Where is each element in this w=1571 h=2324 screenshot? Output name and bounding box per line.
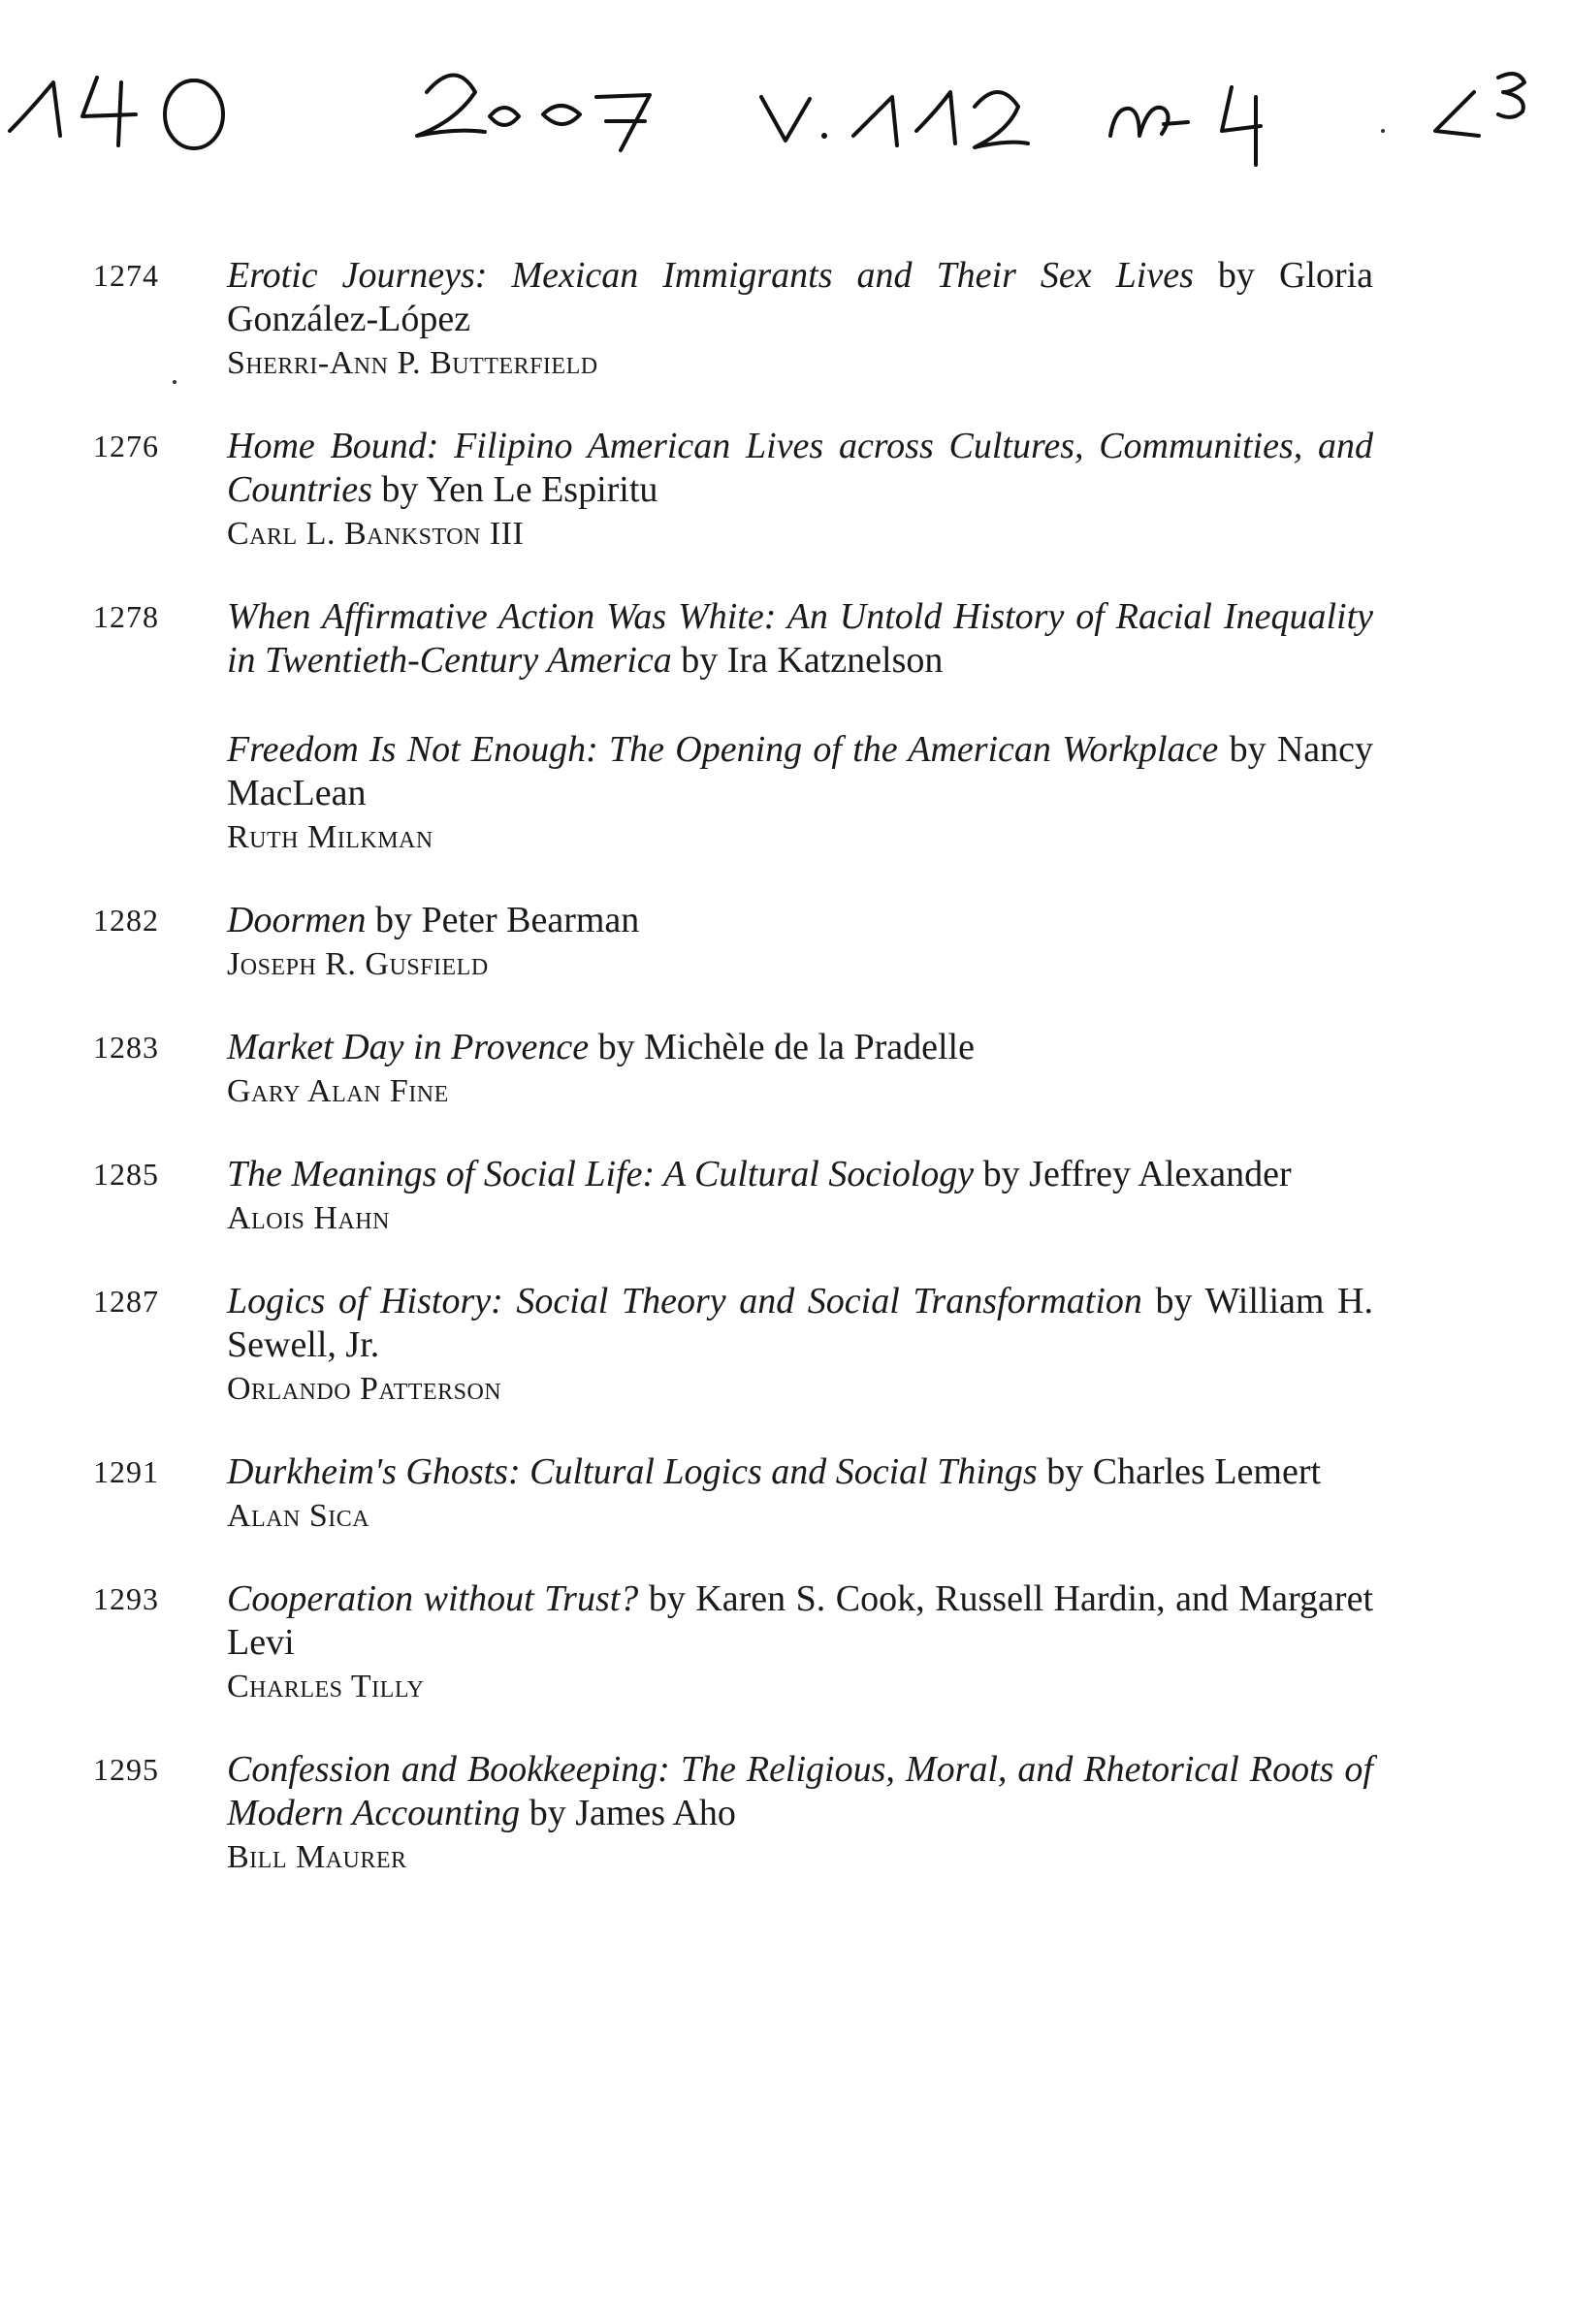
- book-citation: [227, 1280, 1373, 1367]
- review-entry: [93, 1577, 1373, 1708]
- book-citation: [227, 595, 1373, 683]
- entry-body: [227, 1280, 1373, 1411]
- handwritten-header-drawing: [0, 39, 1571, 175]
- page-number: 1285: [93, 1157, 159, 1192]
- entry-body: [227, 425, 1373, 556]
- entry-body: [227, 1026, 1373, 1113]
- entry-body: [227, 254, 1373, 385]
- book-title: Cooperation without Trust?: [227, 1578, 639, 1619]
- reviewer-name: Alois Hahn: [227, 1200, 390, 1236]
- reviewer-name: Charles Tilly: [227, 1669, 425, 1704]
- book-author: by Ira Katznelson: [681, 640, 944, 681]
- book-citation: [227, 1577, 1373, 1665]
- review-entry: [93, 1026, 1373, 1113]
- page-number: 1282: [93, 903, 159, 938]
- book-citation: [227, 728, 1373, 815]
- review-entry: [93, 1450, 1373, 1538]
- review-entry: [93, 1153, 1373, 1240]
- book-citation: [227, 1026, 1373, 1069]
- book-title: Logics of History: Social Theory and Social Transformation: [227, 1281, 1142, 1321]
- review-entry: [93, 1748, 1373, 1879]
- review-entry: [93, 425, 1373, 556]
- entry-body: [227, 1153, 1373, 1240]
- stray-mark: [1381, 129, 1385, 133]
- book-citation: [227, 1153, 1373, 1196]
- book-author: by Michèle de la Pradelle: [597, 1027, 975, 1067]
- entry-body: [227, 899, 1373, 986]
- book-title: Confession and Bookkeeping: The Religious, Moral, and Rhetorical Roots of Modern Accounting: [227, 1749, 1373, 1833]
- book-title: Durkheim's Ghosts: Cultural Logics and Social Things: [227, 1451, 1038, 1492]
- book-title: Erotic Journeys: Mexican Immigrants and Their Sex Lives: [227, 255, 1194, 296]
- page-number: 1293: [93, 1581, 159, 1616]
- page-number: 1287: [93, 1284, 159, 1319]
- reviewer-name: Orlando Patterson: [227, 1371, 502, 1407]
- entry-body: [227, 595, 1373, 859]
- book-author: by Nancy MacLean: [227, 729, 1373, 813]
- book-author: by James Aho: [529, 1793, 736, 1833]
- book-title: Doormen: [227, 900, 367, 940]
- entry-body: [227, 1748, 1373, 1879]
- book-title: Freedom Is Not Enough: The Opening of the American Workplace: [227, 729, 1219, 770]
- page-number: 1283: [93, 1030, 159, 1065]
- book-title: Home Bound: Filipino American Lives across Cultures, Communities, and Countries: [227, 426, 1373, 510]
- page-number: 1276: [93, 429, 159, 463]
- book-title: When Affirmative Action Was White: An Untold History of Racial Inequality in Twentieth-Century America: [227, 596, 1373, 681]
- review-entry: [93, 899, 1373, 986]
- book-author: by Jeffrey Alexander: [982, 1154, 1292, 1194]
- entry-body: [227, 1450, 1373, 1538]
- book-author: by Peter Bearman: [375, 900, 640, 940]
- book-author: by Yen Le Espiritu: [381, 469, 658, 510]
- review-entry: [93, 595, 1373, 859]
- reviewer-name: Alan Sica: [227, 1498, 370, 1534]
- book-citation: [227, 1748, 1373, 1835]
- book-author: by William H. Sewell, Jr.: [227, 1281, 1373, 1365]
- book-title: The Meanings of Social Life: A Cultural Sociology: [227, 1154, 975, 1194]
- review-entry: [93, 1280, 1373, 1411]
- review-entry: [93, 254, 1373, 385]
- page-number: 1291: [93, 1454, 159, 1489]
- book-citation: [227, 425, 1373, 512]
- reviewer-name: Carl L. Bankston III: [227, 516, 525, 552]
- reviewer-name: Joseph R. Gusfield: [227, 946, 489, 982]
- book-citation: [227, 254, 1373, 341]
- page-number: 1274: [93, 258, 159, 293]
- book-author: by Charles Lemert: [1046, 1451, 1322, 1492]
- book-author: by Gloria González-López: [227, 255, 1374, 339]
- handwritten-header: [0, 39, 1571, 175]
- book-citation: [227, 1450, 1373, 1494]
- book-title: Market Day in Provence: [227, 1027, 590, 1067]
- reviewer-name: Bill Maurer: [227, 1839, 407, 1875]
- book-citation: [227, 899, 1373, 942]
- page-number: 1278: [93, 599, 159, 634]
- reviewer-name: Gary Alan Fine: [227, 1073, 449, 1109]
- book-author: by Karen S. Cook, Russell Hardin, and Margaret Levi: [227, 1578, 1374, 1663]
- review-list: [93, 254, 1373, 1919]
- page-number: 1295: [93, 1752, 159, 1787]
- reviewer-name: Sherri-Ann P. Butterfield: [227, 345, 598, 381]
- entry-body: [227, 1577, 1373, 1708]
- reviewer-name: Ruth Milkman: [227, 819, 433, 855]
